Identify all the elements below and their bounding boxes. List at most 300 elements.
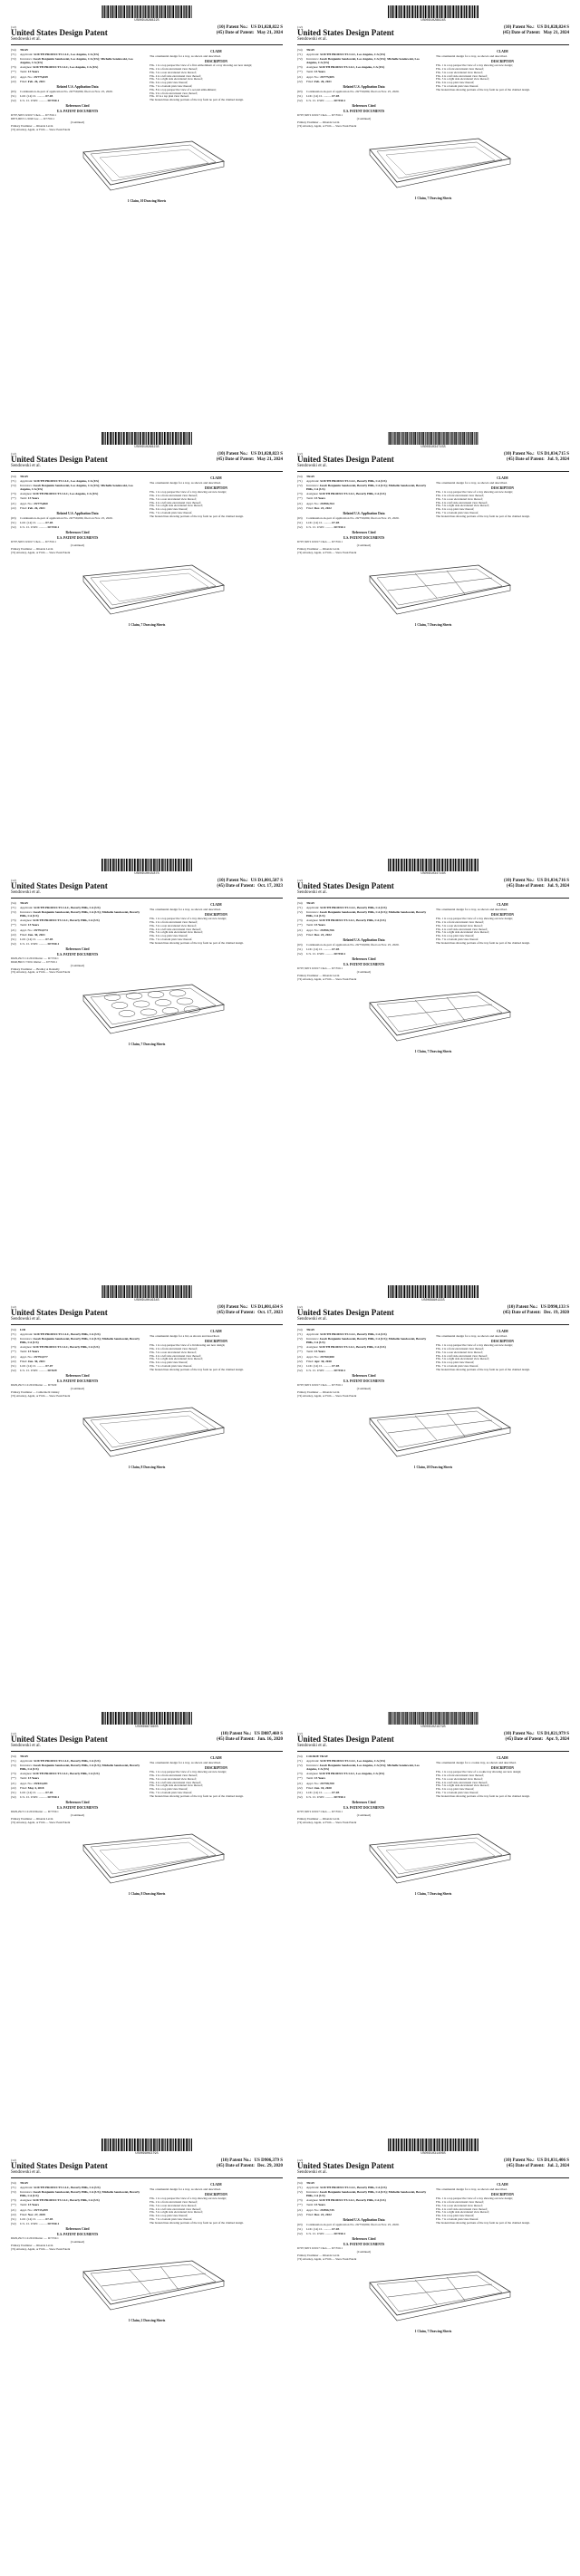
tray-cavity — [155, 1000, 171, 1006]
barcode-bar — [186, 5, 187, 18]
figure-description: FIG. 3 is a rear elevational view thereof; — [436, 496, 483, 501]
patent-number: US D1,031,406 S — [536, 2158, 569, 2163]
figure-description: FIG. 3 is a rear elevational view thereof; — [150, 923, 197, 928]
barcode-bar — [169, 2139, 170, 2151]
assignee: SOUTH PRODUCTS LLC, Los Angeles, CA (US) — [33, 65, 99, 70]
barcode-bar — [164, 1712, 165, 1725]
patent-page-p4 — [297, 432, 569, 722]
patent-number: US D1,028,822 S — [250, 25, 283, 30]
barcode-bar — [105, 2139, 106, 2151]
patent-no-label: (10) Patent No.: — [217, 1305, 248, 1310]
refs-subheading: U.S. PATENT DOCUMENTS — [56, 1806, 99, 1811]
barcode-bar — [466, 859, 467, 871]
applicant: SOUTH PRODUCTS LLC, Beverly Hills, CA (US) — [320, 1332, 387, 1337]
barcode-bar — [181, 859, 182, 871]
barcode-bar — [462, 432, 463, 445]
term: 15 Years — [27, 923, 40, 928]
barcode-bar — [392, 1285, 393, 1298]
patent-header — [297, 879, 569, 899]
barcode-bar — [116, 859, 117, 871]
patent-no-label: (10) Patent No.: — [217, 452, 248, 457]
barcode-bar — [403, 1285, 404, 1298]
barcode-bar — [417, 859, 418, 871]
barcode-bar — [191, 1712, 192, 1725]
barcode-bar — [186, 2139, 187, 2151]
reference-item: D797,568 S 9/2017 Chen ..... D7/550.1 — [297, 1383, 343, 1388]
figure-description: FIG. 2 is a front elevational view thereof; — [150, 67, 198, 72]
loc-class: 07-05 — [332, 2226, 340, 2231]
claim-heading: CLAIM — [210, 1756, 222, 1760]
application-number: 29/760,980 — [320, 1354, 334, 1359]
office-title: United States Design Patent — [297, 28, 394, 37]
barcode-bar — [189, 859, 190, 871]
claims-column — [150, 1328, 283, 1398]
office-title: United States Design Patent — [297, 1308, 394, 1317]
patent-number: US D906,379 S — [254, 2158, 283, 2163]
tray-drawing — [56, 1400, 237, 1464]
claim-text: The ornamental design for a cookie tray, as shown and described. — [436, 1761, 517, 1765]
figure-descriptions — [150, 1771, 283, 1795]
barcode-bar — [435, 1712, 436, 1725]
barcode-bar — [123, 1285, 124, 1298]
claims-footer: 1 Claim, 7 Drawing Sheets — [414, 196, 452, 200]
claim-heading: CLAIM — [210, 2183, 222, 2187]
barcode-bar — [445, 2139, 446, 2151]
term: 15 Years — [314, 496, 326, 501]
barcode-bar — [107, 432, 108, 445]
barcode-bar — [140, 2139, 141, 2151]
attorney: (74) Attorney, Agent, or Firm — Snow Peak Patent — [11, 1820, 71, 1824]
barcode-bar — [464, 1285, 465, 1298]
us-class: D7/550.1 — [334, 2232, 346, 2236]
barcode-bar — [456, 1712, 457, 1725]
barcode-bar — [422, 2139, 423, 2151]
date-label: (45) Date of Patent: — [502, 31, 541, 35]
barcode-bar — [398, 859, 399, 871]
barcode-bar — [394, 1712, 395, 1725]
description-heading: DESCRIPTION — [491, 913, 514, 918]
claim-text: The ornamental design for a tray, as shown and described. — [150, 1761, 221, 1765]
barcode-bar — [456, 5, 457, 18]
figure-description: FIG. 4 is a left side elevational view thereof; — [150, 73, 201, 78]
barcode-bar — [134, 1712, 135, 1725]
description-tail: The broken lines showing portions of the tray form no part of the claimed design. — [436, 940, 530, 945]
barcode-bar — [178, 2139, 179, 2151]
figure-description: FIG. 1 is a top perspective view of a tray showing our new design; — [436, 2196, 513, 2201]
barcode-bar — [123, 1712, 124, 1725]
date-label: (45) Date of Patent: — [217, 1737, 255, 1742]
office-title: United States Design Patent — [297, 1735, 394, 1744]
refs-heading: References Cited — [65, 947, 90, 951]
barcode-bar — [145, 2139, 146, 2151]
barcode-bar — [150, 2139, 151, 2151]
inventors: Jacob Benjamin Sendowski, Los Angeles, CA (US); Michelle Sendowski, Los Angeles, CA (US) — [20, 57, 133, 65]
barcode-bar — [417, 5, 418, 18]
barcode-bar — [135, 432, 136, 445]
claim-text: The ornamental design for a tray, as shown and described. — [436, 2187, 508, 2192]
description-heading: DESCRIPTION — [205, 913, 227, 918]
barcode-bar — [390, 2139, 391, 2151]
barcode-bar — [167, 859, 168, 871]
claim-text: The ornamental design for a tray, as shown and described. — [436, 1334, 508, 1339]
barcode-bar — [421, 432, 422, 445]
barcode-bar — [168, 1712, 169, 1725]
patent-number: US D990,133 S — [540, 1305, 569, 1310]
barcode-bar — [162, 1712, 163, 1725]
barcode-bar — [418, 859, 419, 871]
barcode-bar — [431, 1712, 432, 1725]
claims-column — [436, 1328, 569, 1398]
figure-description: FIG. 2 is a front elevational view thereof; — [436, 494, 484, 498]
application-number: 29/775,905 — [320, 74, 334, 79]
claim-text: The ornamental design for a tray, as shown and described. — [150, 481, 221, 485]
barcode-bar — [441, 5, 442, 18]
barcode-bar — [140, 859, 141, 871]
term: 15 Years — [27, 496, 40, 501]
description-tail: The broken lines showing portions of the tray form no part of the claimed design. — [436, 1793, 530, 1798]
barcode-bar — [145, 1285, 146, 1298]
tray-divider — [415, 2280, 437, 2304]
attorney: (74) Attorney, Agent, or Firm — Snow Peak Patent — [11, 550, 71, 554]
barcode-bar — [184, 5, 185, 18]
attorney: (74) Attorney, Agent, or Firm — Snow Peak Patent — [297, 1820, 357, 1824]
attorney: (74) Attorney, Agent, or Firm — Snow Peak Patent — [11, 127, 71, 131]
barcode-bar — [162, 859, 163, 871]
inventors-short: Sendowski et al. — [11, 2170, 41, 2175]
figure-description: FIG. 1 is a top perspective view of a tray showing our new design; — [150, 2196, 227, 2201]
barcode-bar — [180, 432, 181, 445]
figure-description: FIG. 1 is a top perspective view of a lid showing our new design; — [150, 1343, 226, 1348]
barcode-number: US00D1001587S — [134, 872, 160, 876]
inventors-short: Sendowski et al. — [297, 1317, 327, 1322]
barcode-bar — [148, 432, 149, 445]
barcode — [102, 1712, 192, 1725]
barcode-bar — [466, 1285, 467, 1298]
barcode-bar — [391, 432, 392, 445]
refs-heading: References Cited — [65, 531, 90, 535]
barcode-bar — [161, 859, 162, 871]
barcode-bar — [116, 5, 117, 18]
patent-number: US D1,028,823 S — [250, 452, 283, 457]
barcode-bar — [137, 5, 138, 18]
barcode-bar — [471, 859, 472, 871]
barcode-bar — [126, 859, 127, 871]
barcode-bar — [151, 1712, 152, 1725]
barcode-bar — [410, 1712, 411, 1725]
barcode-bar — [184, 1712, 185, 1725]
barcode-bar — [172, 1712, 173, 1725]
barcode-bar — [170, 432, 171, 445]
barcode-bar — [153, 2139, 154, 2151]
barcode — [102, 1285, 192, 1298]
tray-divider — [388, 1420, 492, 1433]
barcode-bar — [451, 1712, 452, 1725]
barcode-bar — [415, 5, 416, 18]
barcode-bar — [148, 1712, 149, 1725]
barcode-bar — [421, 1712, 422, 1725]
barcode-bar — [434, 2139, 435, 2151]
related-data: Continuation-in-part of application No. 29/759,069, filed on Nov. 25, 2020. — [20, 89, 113, 93]
claims-footer: 1 Claim, 7 Drawing Sheets — [414, 2329, 452, 2333]
barcode-bar — [187, 432, 188, 445]
barcode-bar — [112, 5, 113, 18]
related-heading: Related U.S. Application Data — [56, 84, 99, 89]
barcode-bar — [115, 1712, 116, 1725]
patent-title: LID — [20, 1328, 26, 1331]
term: 15 Years — [314, 70, 326, 74]
barcode-bar — [116, 1285, 117, 1298]
figure-description: FIG. 6 is a top plan view thereof; — [436, 507, 475, 512]
kind-code: (12) — [11, 2158, 16, 2162]
office-title: United States Design Patent — [11, 1735, 108, 1744]
figure-description: FIG. 2 is a front elevational view thereof; — [436, 2200, 484, 2205]
barcode-bar — [415, 1712, 416, 1725]
barcode-bar — [406, 2139, 407, 2151]
biblio-column: (54) TRAY (71) Applicant: SOUTH PRODUCTS LLC, Beverly Hills, CA (US) (72) Inventors: Jacob Benjamin Sendowski, Beverly Hills, CA (US); Michelle Sendowski, Beverly Hills, CA (US) (73) Assignee: SOUTH PRODUCTS LLC, Beverly Hills, CA (US) (**) Term: 15 Years (21) Appl. No.: 29/856,766 (22) Filed: Dec. 23, 2022 Related U.S. Application Data (63) Continuation-in-part of application No. 29/759,069, filed on Nov. 25, 2020. (51) LOC (14) Cl. .......... 07-05 (52) U.S. Cl. USPC .......... D7/550.1 References Cited U.S. PATENT DOCUMENTS D797,568 S 9/2017 Chen ..... D7/550.1 (Continued) Primary Examiner — Rhonda Lavin (74) Attorney, Agent, or Firm — Snow Peak Patent — [297, 901, 430, 982]
inventors-short: Sendowski et al. — [11, 464, 41, 468]
barcode-bar — [154, 1712, 155, 1725]
barcode-bar — [463, 859, 464, 871]
barcode-bar — [413, 1712, 414, 1725]
claims-footer: 1 Claim, 8 Drawing Sheets — [128, 1466, 166, 1470]
application-number: 29/775,849 — [34, 74, 48, 79]
reference-item: D640,896 S 7/2011 Rutter ..... D7/550.1 — [11, 959, 58, 964]
figure-description: FIG. 2 is a front elevational view thereof; — [150, 1773, 198, 1778]
office-title: United States Design Patent — [11, 881, 108, 890]
patent-page-p1 — [11, 5, 283, 295]
barcode-bar — [401, 1712, 402, 1725]
barcode-bar — [105, 1712, 106, 1725]
tray-cavity — [111, 1003, 128, 1009]
patent-title: TRAY — [20, 1754, 29, 1758]
inventors-short: Sendowski et al. — [11, 37, 41, 42]
barcode-bar — [104, 1285, 105, 1298]
barcode-bar — [392, 2139, 393, 2151]
barcode-number: US00D887460S — [135, 1725, 159, 1729]
barcode-bar — [433, 5, 434, 18]
barcode-bar — [467, 2139, 468, 2151]
barcode-bar — [170, 859, 171, 871]
patent-date: Dec. 29, 2020 — [256, 2164, 283, 2168]
biblio-column: (54) LID (71) Applicant: SOUTH PRODUCTS LLC, Beverly Hills, CA (US) (72) Inventors: Jacob Benjamin Sendowski, Beverly Hills, CA (US); Michelle Sendowski, Beverly Hills, CA (US) (73) Assignee: SOUTH PRODUCTS LLC, Beverly Hills, CA (US) (**) Term: 15 Years (21) Appl. No.: 29/794,577 (22) Filed: Jun. 30, 2021 (51) LOC (14) Cl. .......... 07-07 (52) U.S. Cl. USPC .......... D7/629 References Cited U.S. PATENT DOCUMENTS D629,292 S 12/2010 Rutter ..... D7/629 (Continued) Primary Examiner — Catherine R Oakley (74) Attorney, Agent, or Firm — Snow Peak Patent — [11, 1328, 144, 1398]
barcode-bar — [146, 859, 147, 871]
barcode-bar — [151, 1285, 152, 1298]
barcode-bar — [110, 2139, 111, 2151]
barcode-bar — [188, 432, 189, 445]
filed-date: Apr. 30, 2020 — [314, 1359, 332, 1363]
description-tail: The broken lines showing portions of the tray form no part of the claimed design. — [150, 940, 244, 945]
barcode-bar — [119, 5, 120, 18]
barcode-bar — [116, 2139, 117, 2151]
barcode-bar — [142, 1712, 143, 1725]
barcode-bar — [127, 432, 128, 445]
figure-description: FIG. 6 is a top plan view thereof; — [150, 1787, 188, 1792]
figure-description: FIG. 3 is a rear elevational view thereof; — [150, 1350, 197, 1354]
patent-date: Dec. 19, 2020 — [543, 1311, 569, 1315]
barcode-bar — [420, 5, 421, 18]
barcode-bar — [434, 859, 435, 871]
biblio-column: (54) COOKIE TRAY (71) Applicant: SOUTH PRODUCTS LLC, Los Angeles, CA (US) (72) Inventors: Jacob Benjamin Sendowski, Los Angeles, CA (US); Michelle Sendowski, Los Angeles, CA (US) (73) Assignee: SOUTH PRODUCTS LLC, Los Angeles, CA (US) (**) Term: 15 Years (21) Appl. No.: 29/758,700 (22) Filed: Jun. 10, 2020 (51) LOC (14) Cl. .......... 07-05 (52) U.S. Cl. USPC .......... D7/550.1 References Cited U.S. PATENT DOCUMENTS D797,568 S 9/2017 Chen ..... D7/550.1 (Continued) Primary Examiner — Rhonda Lavin (74) Attorney, Agent, or Firm — Snow Peak Patent — [297, 1754, 430, 1824]
figure-description: FIG. 7 is a bottom plan view thereof. — [150, 1791, 193, 1795]
claims-column — [436, 1754, 569, 1824]
barcode-bar — [415, 432, 416, 445]
barcode-bar — [466, 5, 467, 18]
reference-item: D797,568 S 9/2017 Chen ..... D7/550.1 — [11, 113, 56, 118]
kind-code: (12) — [11, 25, 16, 29]
reference-item: D797,568 S 9/2017 Chen ..... D7/550.1 — [297, 966, 343, 971]
barcode-bar — [433, 859, 434, 871]
barcode-bar — [112, 859, 113, 871]
refs-heading: References Cited — [352, 531, 376, 535]
barcode-bar — [108, 2139, 109, 2151]
patent-header — [11, 2158, 283, 2178]
term: 15 Years — [314, 2203, 326, 2207]
barcode-bar — [183, 1712, 184, 1725]
barcode-bar — [104, 2139, 105, 2151]
examiner: Primary Examiner — Rhonda Lavin — [297, 1816, 340, 1821]
examiner: Primary Examiner — Rhonda Lavin — [297, 546, 340, 551]
barcode-bar — [113, 1712, 114, 1725]
barcode-bar — [425, 2139, 426, 2151]
applicant: SOUTH PRODUCTS LLC, Beverly Hills, CA (US) — [320, 906, 387, 910]
barcode-bar — [149, 5, 150, 18]
filed-date: Jun. 30, 2021 — [27, 1359, 45, 1363]
barcode-bar — [475, 2139, 476, 2151]
barcode-bar — [126, 2139, 127, 2151]
barcode-bar — [173, 2139, 174, 2151]
barcode-bar — [146, 432, 147, 445]
us-class: D7/550.1 — [334, 952, 346, 956]
barcode-bar — [178, 859, 179, 871]
barcode-bar — [475, 432, 476, 445]
barcode-bar — [474, 1285, 475, 1298]
figure-description: FIG. 5 is a right side elevational view thereof; — [150, 930, 203, 935]
barcode-bar — [471, 2139, 472, 2151]
claims-footer: 1 Claim, 7 Drawing Sheets — [128, 622, 166, 627]
barcode-bar — [395, 5, 396, 18]
barcode-number: US00D906379S — [135, 2152, 159, 2156]
figure-description: FIG. 3 is a rear elevational view thereof; — [436, 2203, 483, 2207]
barcode-bar — [392, 859, 393, 871]
barcode-bar — [399, 1285, 400, 1298]
inventors: Jacob Benjamin Sendowski, Beverly Hills, CA (US); Michelle Sendowski, Beverly Hills, CA (US) — [306, 484, 427, 492]
barcode-bar — [151, 5, 152, 18]
barcode-bar — [105, 859, 106, 871]
inventors: Jacob Benjamin Sendowski, Beverly Hills, CA (US); Michelle Sendowski, Beverly Hills, CA (US) — [20, 1764, 140, 1772]
barcode-bar — [165, 1285, 166, 1298]
barcode-bar — [134, 859, 135, 871]
barcode-bar — [470, 432, 471, 445]
barcode-bar — [150, 432, 151, 445]
attorney: (74) Attorney, Agent, or Firm — Snow Peak Patent — [297, 123, 357, 128]
figure-description: FIG. 2 is a front elevational view thereof; — [436, 1773, 484, 1778]
application-number: 29/794,577 — [34, 1354, 48, 1359]
barcode-bar — [391, 5, 392, 18]
tray-cavity — [148, 992, 164, 998]
filed-date: Feb. 26, 2021 — [27, 505, 45, 510]
barcode-bar — [388, 1285, 389, 1298]
barcode-bar — [437, 1285, 438, 1298]
patent-number: US D1,001,634 S — [250, 1305, 283, 1310]
barcode-bar — [124, 5, 125, 18]
barcode-bar — [409, 2139, 410, 2151]
figure-description: FIG. 2 is a front elevational view thereof; — [436, 1347, 484, 1351]
barcode-bar — [135, 1712, 136, 1725]
barcode-bar — [181, 1285, 182, 1298]
assignee: SOUTH PRODUCTS LLC, Los Angeles, CA (US) — [33, 492, 99, 496]
barcode-bar — [407, 1285, 408, 1298]
biblio-column: (54) TRAY (71) Applicant: SOUTH PRODUCTS LLC, Beverly Hills, CA (US) (72) Inventors: Jacob Benjamin Sendowski, Beverly Hills, CA (US); Michelle Sendowski, Beverly Hills, CA (US) (73) Assignee: SOUTH PRODUCTS LLC, Beverly Hills, CA (US) (**) Term: 15 Years (21) Appl. No.: 29/794,574 (22) Filed: Jun. 30, 2021 (51) LOC (14) Cl. .......... 07-05 (52) U.S. Cl. USPC .......... D7/550.1 References Cited U.S. PATENT DOCUMENTS D629,292 S 12/2010 Rutter ..... D7/550.1 D640,896 S 7/2011 Rutter ..... D7/550.1 (Continued) Primary Examiner — Bradley A Donnelly (74) Attorney, Agent, or Firm — Snow Peak Patent — [11, 901, 144, 975]
date-label: (45) Date of Patent: — [503, 1311, 541, 1315]
barcode-bar — [409, 1285, 410, 1298]
barcode-bar — [428, 1285, 429, 1298]
tray-cavity — [177, 998, 193, 1004]
barcode-bar — [189, 1285, 190, 1298]
barcode-bar — [393, 432, 394, 445]
barcode-bar — [448, 1712, 449, 1725]
barcode-bar — [140, 1285, 141, 1298]
figure-description: FIG. 6 is a top plan view thereof; — [436, 1360, 475, 1365]
barcode-bar — [154, 2139, 155, 2151]
figure-description: FIG. 1 is a top perspective view of a first embodiment of a tray showing our new design; — [150, 63, 253, 68]
application-number: 29/634,281 — [34, 1781, 48, 1785]
barcode-bar — [175, 2139, 176, 2151]
barcode-bar — [118, 432, 119, 445]
examiner: Primary Examiner — Rhonda Lavin — [297, 1389, 340, 1394]
office-title: United States Design Patent — [11, 28, 108, 37]
barcode-bar — [146, 1712, 147, 1725]
patent-title: TRAY — [306, 2181, 315, 2185]
barcode-bar — [393, 1712, 394, 1725]
patent-page-p3 — [11, 432, 283, 722]
barcode-bar — [108, 859, 109, 871]
barcode-bar — [121, 432, 122, 445]
barcode-bar — [476, 432, 477, 445]
description-heading: DESCRIPTION — [491, 2193, 514, 2197]
barcode-bar — [173, 1285, 174, 1298]
barcode-bar — [110, 432, 111, 445]
figure-descriptions — [436, 491, 569, 515]
barcode-bar — [420, 1285, 421, 1298]
description-heading: DESCRIPTION — [491, 486, 514, 491]
barcode-bar — [405, 432, 406, 445]
tray-divider — [388, 1004, 492, 1017]
attorney: (74) Attorney, Agent, or Firm — Snow Peak Patent — [297, 2256, 357, 2261]
date-label: (45) Date of Patent: — [505, 1737, 544, 1742]
patent-no-label: (10) Patent No.: — [217, 25, 248, 30]
figure-description: FIG. 6 is a top plan view thereof; — [436, 81, 475, 85]
barcode-bar — [189, 5, 190, 18]
barcode-bar — [113, 432, 114, 445]
barcode-bar — [173, 5, 174, 18]
reference-item: D797,568 S 9/2017 Chen ..... D7/550.1 — [297, 1810, 343, 1814]
related-data: Continuation-in-part of application No. 29/759,069, filed on Nov. 25, 2020. — [20, 515, 113, 520]
barcode-bar — [459, 1712, 460, 1725]
barcode-bar — [156, 5, 157, 18]
barcode-bar — [395, 1285, 396, 1298]
figure-description: FIG. 1 is a top perspective view of a tray showing our new design; — [436, 490, 513, 495]
barcode-bar — [129, 859, 130, 871]
barcode-bar — [180, 1285, 181, 1298]
barcode-bar — [165, 2139, 166, 2151]
biblio-column: (54) TRAY (71) Applicant: SOUTH PRODUCTS LLC, Beverly Hills, CA (US) (72) Inventors: Jacob Benjamin Sendowski, Beverly Hills, CA (US); Michelle Sendowski, Beverly Hills, CA (US) (73) Assignee: SOUTH PRODUCTS LLC, Beverly Hills, CA (US) (**) Term: 15 Years (21) Appl. No.: 29/715,499 (22) Filed: Nov. 27, 2019 (51) LOC (14) Cl. .......... 07-05 (52) U.S. Cl. USPC .......... D7/550.1 References Cited U.S. PATENT DOCUMENTS D629,292 S 12/2010 Rutter ..... D7/550.1 (Continued) Primary Examiner — Rhonda Lavin (74) Attorney, Agent, or Firm — Snow Peak Patent — [11, 2181, 144, 2251]
applicant: SOUTH PRODUCTS LLC, Beverly Hills, CA (US) — [320, 2186, 387, 2190]
description-heading: DESCRIPTION — [491, 1766, 514, 1771]
barcode-bar — [169, 859, 170, 871]
patent-header — [11, 879, 283, 899]
tray-cavity — [133, 1001, 150, 1007]
barcode-bar — [176, 5, 177, 18]
